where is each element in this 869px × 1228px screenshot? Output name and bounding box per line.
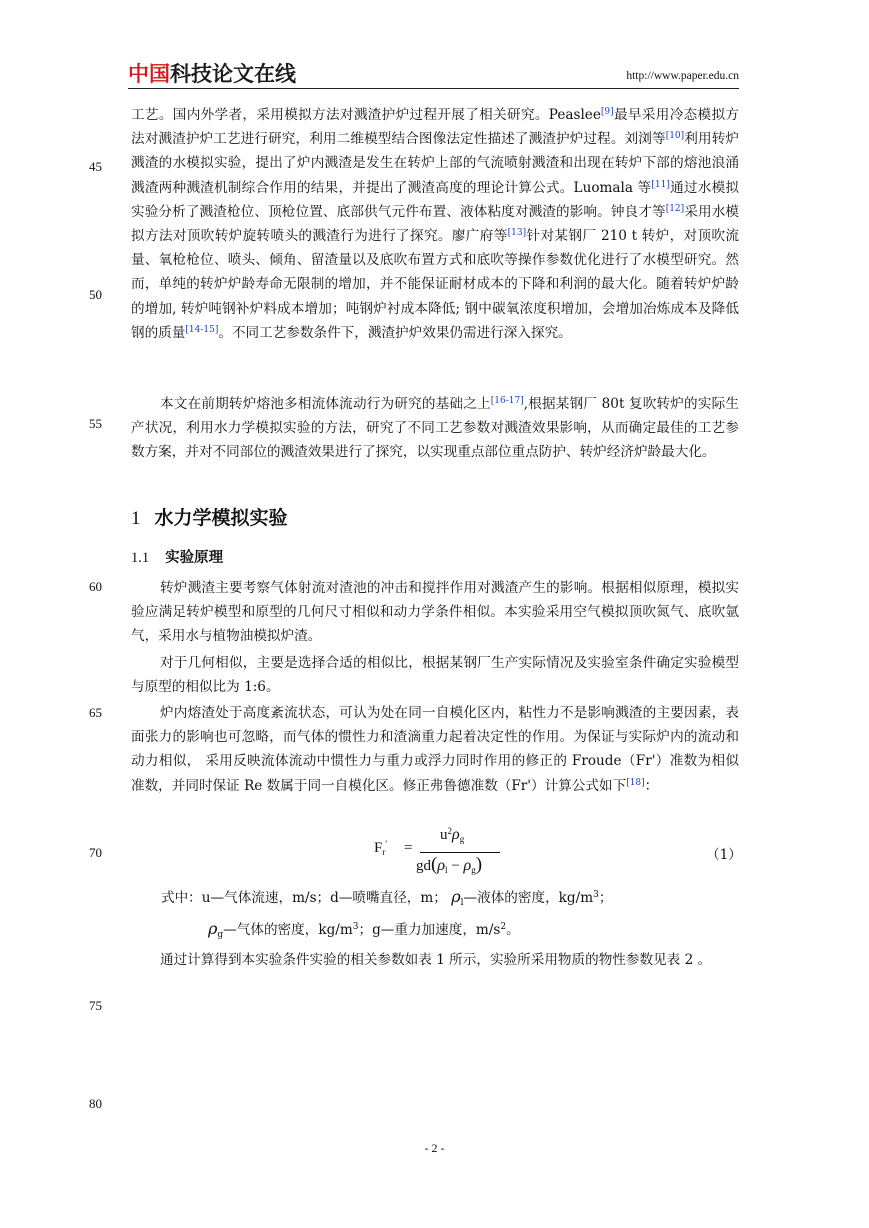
line-number: 70	[89, 845, 102, 860]
logo-black-text: 科技论文在线	[170, 62, 296, 86]
text-superscript: 2	[500, 922, 507, 932]
formula-definitions-line1	[161, 886, 612, 906]
equation-number: （1）	[706, 847, 742, 863]
citation-link[interactable]: [10]	[665, 131, 685, 142]
text-run: ；	[598, 890, 613, 906]
text-run: 工艺。国内外学者，采用模拟方法对溅渣护炉过程开展了相关研究。Peaslee	[131, 107, 601, 123]
formula-superscript: '	[385, 839, 387, 849]
site-url[interactable]: http://www.paper.edu.cn	[626, 70, 739, 82]
citation-link[interactable]: [14-15]	[185, 324, 219, 335]
formula-subscript: l	[445, 865, 448, 875]
text-run: 通过水模拟实验分析了溅渣枪位、顶枪位置、底部供气元件布置、液体粘度对溅渣的影响。钟良才等	[131, 179, 740, 220]
formula-symbol: u	[440, 827, 448, 843]
text-run: 采用水模拟方法对顶吹转炉旋转喷头的溅渣行为进行了探究。廖广府等	[131, 203, 740, 245]
formula-symbol: gd	[416, 858, 431, 874]
text-run: 本文在前期转炉熔池多相流体流动行为研究的基础之上	[160, 396, 491, 412]
journal-logo	[128, 62, 296, 86]
text-run: 炉内熔渣处于高度紊流状态，可认为处在同一自模化区内，粘性力不是影响溅渣的主要因素，表面张力的影响也可忽略，而气体的惯性力和渣滴重力起着决定性的作用。为保证与实际炉内的流动和动力相似， 采用反映流体流动中惯性力与重力或浮力同时作用的修正的 Froude（Fr'）准数为相似准数，并同时保证 Re 数属于同一自模化区。修正弗鲁德准数（Fr'）计算公式如下	[131, 705, 739, 794]
page-header	[128, 62, 739, 89]
formula-symbol: ρ	[463, 857, 472, 874]
formula-denominator	[416, 854, 482, 876]
formula-numerator	[440, 826, 464, 844]
formula-equals: =	[404, 840, 413, 856]
formula-subscript: g	[471, 865, 476, 875]
text-run: 式中：u—气体流速，m/s；d—喷嘴直径，m；	[161, 890, 447, 906]
paren-open: (	[431, 854, 438, 875]
formula-subscript: g	[459, 834, 465, 844]
line-number: 60	[89, 579, 102, 594]
paragraph-table-reference: 通过计算得到本实验条件实验的相关参数如表 1 所示，实验所采用物质的物性参数见表 2 。	[160, 952, 712, 968]
section-number: 1.1	[131, 550, 150, 566]
formula-symbol: −	[451, 858, 460, 874]
text-run: ：	[644, 777, 659, 794]
fraction-bar	[420, 852, 500, 853]
text-run: 。不同工艺参数条件下，溅渣护炉效果仍需进行深入探究。	[218, 324, 572, 341]
paragraph-study-purpose	[131, 392, 739, 465]
line-number: 50	[89, 287, 102, 302]
formula-lhs	[374, 840, 387, 857]
formula-symbol: ρ	[208, 919, 218, 938]
paragraph-dynamic-similarity	[131, 701, 739, 798]
text-run: ；g—重力加速度，m/s	[358, 922, 501, 938]
formula-superscript: 2	[447, 826, 452, 836]
citation-link[interactable]: [11]	[651, 179, 670, 190]
formula-definitions-line2	[208, 918, 520, 938]
text-run: —液体的密度，kg/m	[463, 890, 594, 906]
line-number: 80	[89, 1096, 102, 1111]
formula-symbol: ρ	[437, 857, 446, 874]
paren-close: )	[475, 854, 483, 875]
line-number: 45	[89, 159, 102, 174]
section-heading-1	[131, 503, 288, 530]
page-number: - 2 -	[424, 1141, 445, 1155]
text-run: ,根据某钢厂 80t 复吹转炉的实际生产状况，利用水力学模拟实验的方法，研究了不同工艺参数对溅渣效果影响，从而确定最佳的工艺参数方案，并对不同部位的溅渣效果进行了探究，以实现重点部位重点防护、转炉经济炉龄最大化。	[131, 396, 739, 461]
line-number: 65	[89, 705, 102, 720]
formula-subscript: g	[217, 930, 224, 940]
text-superscript: 3	[352, 922, 359, 932]
paragraph-geometric-similarity: 对于几何相似，主要是选择合适的相似比，根据某钢厂生产实际情况及实验室条件确定实验模型与原型的相似比为 1:6。	[131, 655, 739, 696]
line-number: 55	[89, 416, 102, 431]
text-run: 最早采用冷态模拟方法对溅渣护炉工艺进行研究，利用二维模型结合图像法定性描述了溅渣护炉过程。刘浏等	[131, 107, 739, 148]
line-number: 75	[89, 998, 102, 1013]
section-title: 实验原理	[165, 550, 224, 566]
paragraph-literature-review	[131, 103, 739, 345]
logo-red-text: 中国	[128, 62, 170, 86]
formula-symbol: ρ	[451, 887, 461, 906]
text-run: 针对某钢厂 210 t 转炉，对顶吹流量、氧枪枪位、喷头、倾角、留渣量以及底吹布置方式和底吹等操作参数优化进行了水模型研究。然而，单纯的转炉炉龄寿命无限制的增加，并不能保证耐材成本的下降和利润的最大化。随着转炉炉龄的增加, 转炉吨钢补炉料成本增加；吨钢炉衬成本降低; 钢中碳氧浓度积增加，会增加冶炼成本及降低钢的质量	[131, 228, 740, 341]
formula-symbol: ρ	[452, 826, 460, 843]
text-run: 利用转炉溅渣的水模拟实验，提出了炉内溅渣是发生在转炉上部的气流喷射溅渣和出现在转炉下部的熔池浪涌溅渣两种溅渣机制综合作用的结果，并提出了溅渣高度的理论计算公式。Luomala 等	[131, 131, 740, 196]
citation-link[interactable]: [18]	[626, 777, 645, 788]
text-superscript: 3	[593, 890, 599, 900]
paragraph-principle: 转炉溅渣主要考察气体射流对渣池的冲击和搅拌作用对溅渣产生的影响。根据相似原理，模拟实验应满足转炉模型和原型的几何尺寸相似和动力学条件相似。本实验采用空气模拟顶吹氮气、底吹氩气，采用水与植物油模拟炉渣。	[131, 580, 739, 645]
section-title: 水力学模拟实验	[154, 507, 288, 529]
citation-link[interactable]: [12]	[665, 203, 685, 214]
text-run: 。	[506, 922, 520, 938]
citation-link[interactable]: [16-17]	[490, 396, 524, 406]
citation-link[interactable]: [13]	[507, 228, 527, 239]
section-number: 1	[131, 508, 141, 529]
formula-subscript: r	[382, 847, 386, 857]
section-heading-1-1	[131, 546, 223, 567]
formula-subscript: l	[460, 898, 464, 908]
formula-symbol: F	[374, 840, 383, 856]
citation-link[interactable]: [9]	[600, 107, 614, 117]
froude-formula	[374, 826, 514, 876]
text-run: —气体的密度，kg/m	[223, 922, 353, 938]
